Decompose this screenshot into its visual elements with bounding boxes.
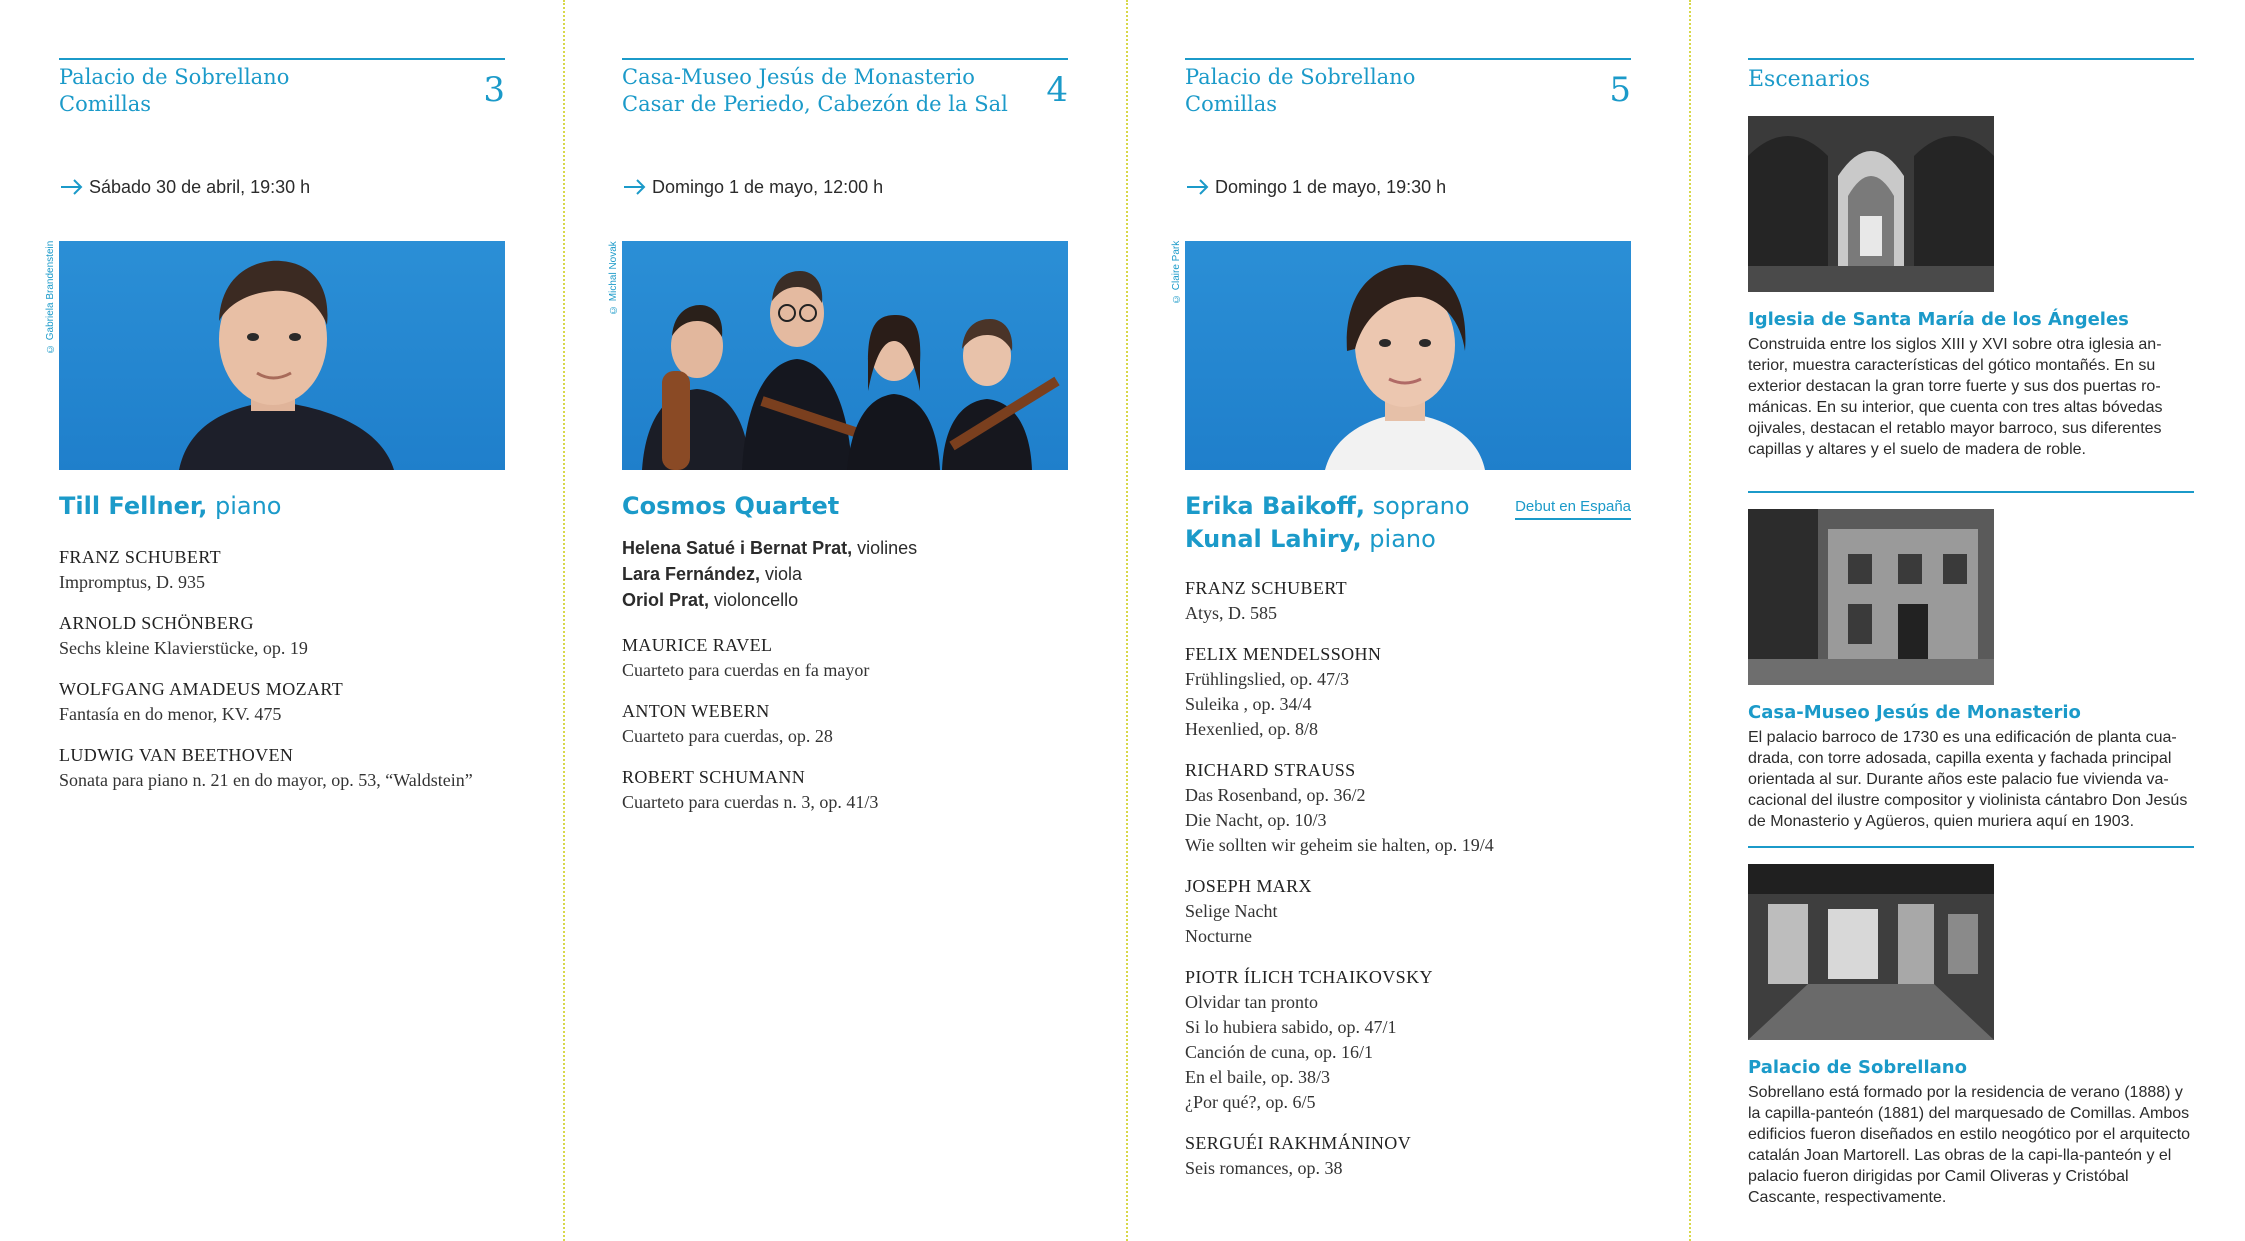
- palace-hall-illustration: [1748, 864, 1994, 1040]
- arrow-right-icon: [59, 177, 85, 197]
- portrait-illustration: [1185, 241, 1631, 470]
- performers: [59, 490, 505, 809]
- work: Fantasía en do menor, KV. 475: [59, 704, 282, 724]
- performers: [1185, 490, 1631, 1197]
- program-item: [1185, 758, 1631, 858]
- debut-badge: Debut en España: [1515, 498, 1631, 520]
- venue-name: Palacio de Sobrellano: [1748, 1057, 1967, 1078]
- concert-number: 3: [483, 70, 505, 110]
- program: [622, 633, 1068, 815]
- column-separator: [1689, 0, 1691, 1241]
- work: Das Rosenband, op. 36/2: [1185, 785, 1366, 805]
- work: Atys, D. 585: [1185, 603, 1278, 623]
- venue-card-casa-museo: [1748, 491, 2194, 832]
- composer: FELIX MENDELSSOHN: [1185, 644, 1382, 664]
- composer: WOLFGANG AMADEUS MOZART: [59, 679, 344, 699]
- performer: [59, 490, 505, 523]
- church-interior-illustration: [1748, 116, 1994, 292]
- program: [1185, 576, 1631, 1181]
- performer-name: Erika Baikoff,: [1185, 492, 1366, 520]
- work: En el baile, op. 38/3: [1185, 1067, 1330, 1087]
- photo-credit: © Michal Novak: [608, 241, 619, 315]
- work: Frühlingslied, op. 47/3: [1185, 669, 1350, 689]
- work: Si lo hubiera sabido, op. 47/1: [1185, 1017, 1397, 1037]
- performers: [622, 490, 1068, 831]
- work: Die Nacht, op. 10/3: [1185, 810, 1327, 830]
- composer: ANTON WEBERN: [622, 701, 770, 721]
- concert-number: 5: [1609, 70, 1631, 110]
- composer: PIOTR ÍLICH TCHAIKOVSKY: [1185, 967, 1433, 987]
- performer-photo: [1185, 241, 1631, 470]
- composer: ROBERT SCHUMANN: [622, 767, 806, 787]
- program: [59, 545, 505, 793]
- portrait-illustration: [59, 241, 505, 470]
- venue-location: Comillas: [1185, 92, 1278, 116]
- program-item: [59, 677, 505, 727]
- concert-date: Domingo 1 de mayo, 19:30 h: [1215, 176, 1447, 197]
- venue-photo: [1748, 509, 1994, 685]
- composer: JOSEPH MARX: [1185, 876, 1312, 896]
- work: Olvidar tan pronto: [1185, 992, 1318, 1012]
- ensemble-name: Cosmos Quartet: [622, 492, 840, 520]
- work: Cuarteto para cuerdas, op. 28: [622, 726, 833, 746]
- performer-photo-block: [608, 241, 1068, 470]
- member-name: Oriol Prat,: [622, 590, 710, 610]
- work: Suleika , op. 34/4: [1185, 694, 1312, 714]
- composer: FRANZ SCHUBERT: [59, 547, 222, 567]
- column-separator: [563, 0, 565, 1241]
- concert-date: Domingo 1 de mayo, 12:00 h: [652, 176, 884, 197]
- composer: RICHARD STRAUSS: [1185, 760, 1356, 780]
- venue-header: [622, 58, 1068, 120]
- program-item: [59, 743, 505, 793]
- program-item: [59, 611, 505, 661]
- program-item: [59, 545, 505, 595]
- date-row: [622, 172, 1068, 202]
- concert-date: Sábado 30 de abril, 19:30 h: [89, 176, 311, 197]
- work: Sechs kleine Klavierstücke, op. 19: [59, 638, 308, 658]
- performer-role: piano: [207, 492, 282, 520]
- composer: LUDWIG VAN BEETHOVEN: [59, 745, 294, 765]
- venue-card-palacio: [1748, 846, 2194, 1208]
- work: Canción de cuna, op. 16/1: [1185, 1042, 1373, 1062]
- ensemble-members: [622, 535, 1068, 613]
- program-item: [622, 633, 1068, 683]
- member: [622, 561, 1068, 587]
- work: Sonata para piano n. 21 en do mayor, op. 53, “Waldstein”: [59, 770, 473, 790]
- program-item: [622, 699, 1068, 749]
- composer: FRANZ SCHUBERT: [1185, 578, 1348, 598]
- date-row: [59, 172, 505, 202]
- escenarios-title: Escenarios: [1748, 67, 1871, 92]
- escenarios-column: [1748, 58, 2194, 1206]
- performer-photo-block: [45, 241, 505, 470]
- work: Impromptus, D. 935: [59, 572, 205, 592]
- concert-column-4: [608, 58, 1068, 812]
- member-role: viola: [760, 564, 803, 584]
- work: Wie sollten wir geheim sie halten, op. 19/4: [1185, 835, 1494, 855]
- member-name: Lara Fernández,: [622, 564, 761, 584]
- venue-name: Casa-Museo Jesús de Monasterio: [1748, 702, 2081, 723]
- work: Cuarteto para cuerdas n. 3, op. 41/3: [622, 792, 879, 812]
- venue-card-iglesia: [1748, 116, 2194, 460]
- column-separator: [1126, 0, 1128, 1241]
- performer-name: Kunal Lahiry,: [1185, 525, 1362, 553]
- performer-photo-block: [1171, 241, 1631, 470]
- work: ¿Por qué?, op. 6/5: [1185, 1092, 1316, 1112]
- member: [622, 535, 1068, 561]
- performer: [622, 490, 1068, 523]
- photo-credit: © Gabriela Brandenstein: [45, 241, 56, 355]
- composer: ARNOLD SCHÖNBERG: [59, 613, 254, 633]
- performer-photo: [59, 241, 505, 470]
- venue-name: Casa-Museo Jesús de Monasterio: [622, 65, 975, 89]
- venue-photo: [1748, 116, 1994, 292]
- manor-house-illustration: [1748, 509, 1994, 685]
- work: Cuarteto para cuerdas en fa mayor: [622, 660, 870, 680]
- performer-role: piano: [1361, 525, 1436, 553]
- concert-column-5: [1171, 58, 1631, 1178]
- member-name: Helena Satué i Bernat Prat,: [622, 538, 853, 558]
- venue-description: El palacio barroco de 1730 es una edificación de planta cua-drada, con torre adosada, capilla exenta y fachada principal orientada al sur. Durante años este palacio fue vivienda va-cacional del ilustre compositor y violinista cántabro Don Jesús de Monasterio y Agüeros, quien muriera aquí en 1903.: [1748, 729, 2188, 830]
- program-item: [1185, 1131, 1631, 1181]
- member-role: violoncello: [709, 590, 799, 610]
- concert-number: 4: [1046, 70, 1068, 110]
- venue-description: Sobrellano está formado por la residencia de verano (1888) y la capilla-panteón (1881) del marquesado de Comillas. Ambos edificios fueron diseñados en estilo neogótico por el arquitecto catalán Joan Martorell. Las obras de la capi-lla-panteón y el palacio fueron dirigidas por Camil Oliveras y Cristóbal Cascante, respectivamente.: [1748, 1084, 2191, 1206]
- work: Nocturne: [1185, 926, 1252, 946]
- member: [622, 587, 1068, 613]
- arrow-right-icon: [622, 177, 648, 197]
- performer-role: soprano: [1365, 492, 1470, 520]
- arrow-right-icon: [1185, 177, 1211, 197]
- work: Hexenlied, op. 8/8: [1185, 719, 1318, 739]
- program-item: [1185, 576, 1631, 626]
- composer: MAURICE RAVEL: [622, 635, 773, 655]
- venue-description: Construida entre los siglos XIII y XVI sobre otra iglesia an-terior, muestra características del gótico montañés. En su exterior destacan la gran torre fuerte y sus dos puertas ro-mánicas. En su interior, que cuenta con tres altas bóvedas ojivales, destacan el retablo mayor barroco, sus diferentes capillas y altares y el suelo de madera de roble.: [1748, 336, 2163, 458]
- program-item: [1185, 965, 1631, 1115]
- venue-name: Palacio de Sobrellano: [1185, 65, 1416, 89]
- work: Seis romances, op. 38: [1185, 1158, 1343, 1178]
- venue-photo: [1748, 864, 1994, 1040]
- program-item: [1185, 642, 1631, 742]
- venue-location: Casar de Periedo, Cabezón de la Sal: [622, 92, 1008, 116]
- concert-column-3: [45, 58, 505, 790]
- composer: SERGUÉI RAKHMÁNINOV: [1185, 1133, 1412, 1153]
- member-role: violines: [852, 538, 918, 558]
- photo-credit: © Claire Park: [1171, 241, 1182, 305]
- date-row: [1185, 172, 1631, 202]
- venue-location: Comillas: [59, 92, 152, 116]
- work: Selige Nacht: [1185, 901, 1278, 921]
- performer: [1185, 523, 1631, 556]
- venue-name: Iglesia de Santa María de los Ángeles: [1748, 309, 2129, 330]
- performer-photo: [622, 241, 1068, 470]
- venue-header: [59, 58, 505, 120]
- program-item: [1185, 874, 1631, 949]
- quartet-illustration: [622, 241, 1068, 470]
- venue-name: Palacio de Sobrellano: [59, 65, 290, 89]
- venue-header: [1185, 58, 1631, 120]
- performer-name: Till Fellner,: [59, 492, 208, 520]
- program-item: [622, 765, 1068, 815]
